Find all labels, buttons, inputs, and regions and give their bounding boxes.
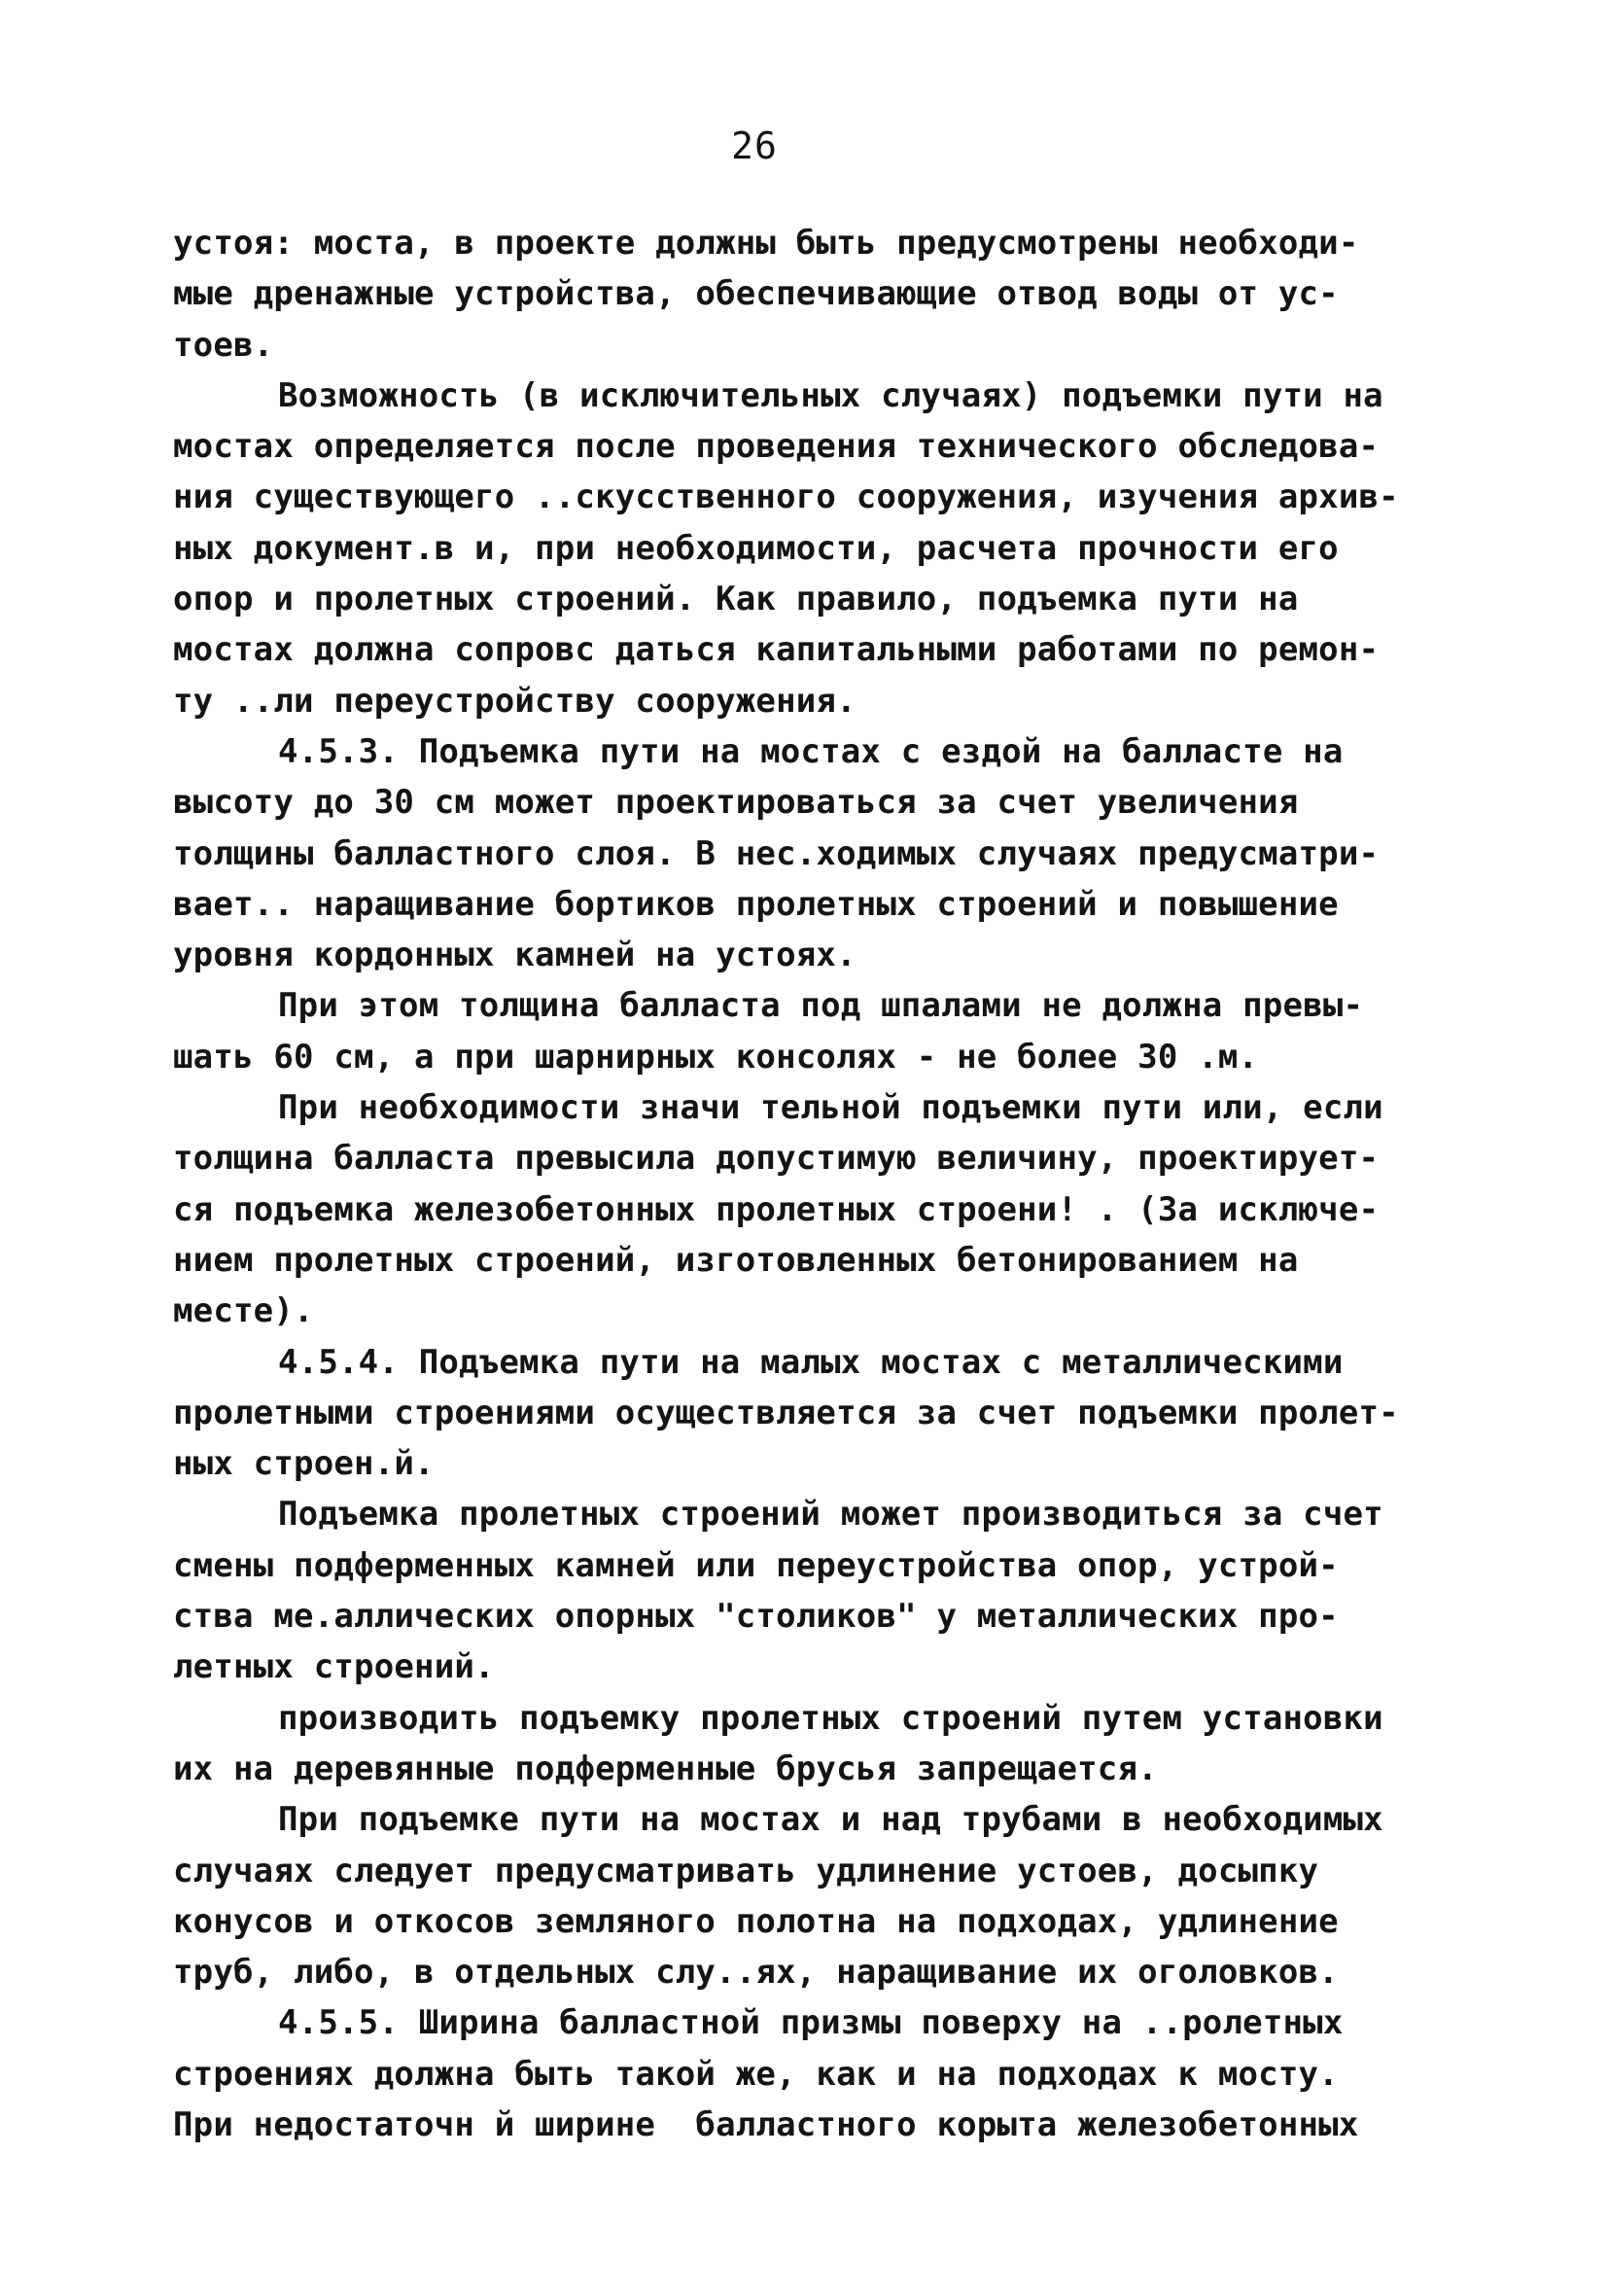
- text-line: смены подферменных камней или переустройства опор, устрой-: [173, 1545, 1339, 1585]
- text-line: труб, либо, в отдельных слу..ях, наращивание их оголовков.: [173, 1953, 1339, 1993]
- text-line: При недостаточн й ширине балластного корыта железобетонных: [173, 2104, 1359, 2144]
- text-line: их на деревянные подферменные брусья запрещается.: [173, 1748, 1158, 1788]
- text-line: толщина балласта превысила допустимую величину, проектирует-: [173, 1139, 1380, 1179]
- text-line: летных строений.: [173, 1647, 495, 1687]
- text-line: 4.5.5. Ширина балластной призмы поверху на ..ролетных: [278, 2003, 1344, 2043]
- text-line: При этом толщина балласта под шпалами не должна превы-: [278, 986, 1364, 1026]
- body-text: [173, 218, 1456, 2150]
- text-line: ту ..ли переустройству сооружения.: [173, 681, 856, 721]
- text-line: нием пролетных строений, изготовленных бетонированием на: [173, 1240, 1299, 1280]
- text-line: ния существующего ..скусственного сооружения, изучения архив-: [173, 477, 1399, 517]
- text-line: пролетными строениями осуществляется за счет подъемки пролет-: [173, 1393, 1399, 1432]
- text-line: Подъемка пролетных строений может производиться за счет: [278, 1495, 1383, 1535]
- text-line: высоту до 30 см может проектироваться за счет увеличения: [173, 783, 1299, 823]
- page-number: 26: [731, 124, 778, 167]
- text-line: 4.5.4. Подъемка пути на малых мостах с металлическими: [278, 1342, 1344, 1382]
- text-line: ных документ.в и, при необходимости, расчета прочности его: [173, 528, 1339, 568]
- text-line: 4.5.3. Подъемка пути на мостах с ездой на балласте на: [278, 731, 1344, 771]
- text-line: ся подъемка железобетонных пролетных строени! . (За исключе-: [173, 1189, 1380, 1229]
- text-line: уровня кордонных камней на устоях.: [173, 936, 856, 975]
- text-line: месте).: [173, 1291, 314, 1331]
- text-line: случаях следует предусматривать удлинение устоев, досыпку: [173, 1851, 1319, 1890]
- text-line: шать 60 см, а при шарнирных консолях - не более 30 .м.: [173, 1037, 1259, 1077]
- text-line: мостах должна сопровс даться капитальными работами по ремон-: [173, 630, 1380, 670]
- text-line: конусов и откосов земляного полотна на подходах, удлинение: [173, 1901, 1339, 1941]
- text-line: строениях должна быть такой же, как и на подходах к мосту.: [173, 2054, 1339, 2094]
- text-line: ства ме.аллических опорных "столиков" у металлических про-: [173, 1597, 1339, 1637]
- text-line: При необходимости значи тельной подъемки пути или, если: [278, 1088, 1383, 1128]
- text-line: вает.. наращивание бортиков пролетных строений и повышение: [173, 884, 1339, 924]
- text-line: тоев.: [173, 325, 274, 365]
- text-line: мые дренажные устройства, обеспечивающие отвод воды от ус-: [173, 274, 1339, 314]
- text-line: ных строен.й.: [173, 1444, 435, 1484]
- text-line: опор и пролетных строений. Как правило, подъемка пути на: [173, 580, 1299, 619]
- text-line: производить подъемку пролетных строений путем установки: [278, 1698, 1383, 1738]
- text-line: При подъемке пути на мостах и над трубами в необходимых: [278, 1800, 1383, 1840]
- text-line: устоя: моста, в проекте должны быть предусмотрены необходи-: [173, 224, 1359, 263]
- text-line: толщины балластного слоя. В нес.ходимых случаях предусматри-: [173, 833, 1380, 873]
- text-line: Возможность (в исключительных случаях) подъемки пути на: [278, 375, 1383, 415]
- text-line: мостах определяется после проведения технического обследова-: [173, 427, 1380, 467]
